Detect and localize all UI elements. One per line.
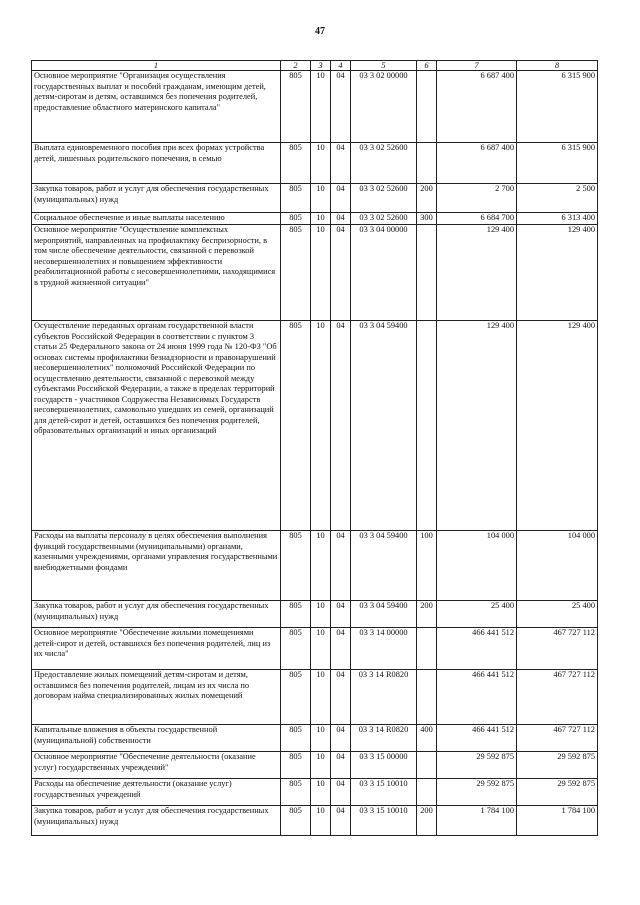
cell-subsection: 04 xyxy=(331,779,351,806)
row-name: Осуществление переданных органам государственной власти субъектов Российской Федерации в соответствии с пунктом 3 статьи 25 Федерального закона от 24 июня 1999 года № 120-ФЗ "Об основах системы профилактики безнадзорности и правонарушений несовершеннолетних" полномочий Российской Федерации по осуществлению деятельности, связанной с перевозкой между субъектами Российской Федерации, а также в пределах территорий государств - участников Содружества Независимых Государств несовершеннолетних, самовольно ушедших из семей, организаций для детей-сирот и детей, оставшихся без попечения родителей, образовательных организаций и иных организаций xyxy=(32,321,281,531)
table-row xyxy=(32,806,598,836)
cell-target-article: 03 3 02 00000 xyxy=(351,71,417,143)
cell-expense-type xyxy=(417,321,437,531)
cell-target-article: 03 3 04 59400 xyxy=(351,531,417,601)
cell-target-article: 03 3 14 R0820 xyxy=(351,725,417,752)
cell-ministry-code: 805 xyxy=(281,601,311,628)
row-name: Предоставление жилых помещений детям-сиротам и детям, оставшимся без попечения родителей, лицам из их числа по договорам найма специализированных жилых помещений xyxy=(32,670,281,725)
cell-target-article: 03 3 04 00000 xyxy=(351,225,417,321)
row-name: Расходы на выплаты персоналу в целях обеспечения выполнения функций государственными (муниципальными) органами, казенными учреждениями, органами управления государственными внебюджетными фондами xyxy=(32,531,281,601)
cell-expense-type: 200 xyxy=(417,806,437,836)
cell-amount-year-1: 1 784 100 xyxy=(437,806,517,836)
table-row xyxy=(32,143,598,184)
cell-amount-year-1: 129 400 xyxy=(437,321,517,531)
row-name: Основное мероприятие "Организация осуществления государственных выплат и пособий гражданам, имеющим детей, детям-сиротам и детям, оставшимся без попечения родителей, предоставление областного материнского капитала" xyxy=(32,71,281,143)
cell-subsection: 04 xyxy=(331,71,351,143)
cell-section: 10 xyxy=(311,806,331,836)
cell-subsection: 04 xyxy=(331,628,351,670)
cell-section: 10 xyxy=(311,725,331,752)
row-name: Закупка товаров, работ и услуг для обеспечения государственных (муниципальных) нужд xyxy=(32,601,281,628)
cell-subsection: 04 xyxy=(331,143,351,184)
cell-section: 10 xyxy=(311,628,331,670)
cell-subsection: 04 xyxy=(331,184,351,213)
cell-subsection: 04 xyxy=(331,752,351,779)
cell-amount-year-2: 29 592 875 xyxy=(517,752,598,779)
cell-expense-type: 300 xyxy=(417,213,437,225)
table-row xyxy=(32,321,598,531)
cell-section: 10 xyxy=(311,184,331,213)
cell-subsection: 04 xyxy=(331,806,351,836)
cell-ministry-code: 805 xyxy=(281,725,311,752)
cell-amount-year-2: 129 400 xyxy=(517,321,598,531)
row-name: Закупка товаров, работ и услуг для обеспечения государственных (муниципальных) нужд xyxy=(32,184,281,213)
header-col-2: 2 xyxy=(281,61,311,71)
table-row xyxy=(32,225,598,321)
cell-amount-year-2: 467 727 112 xyxy=(517,725,598,752)
cell-ministry-code: 805 xyxy=(281,531,311,601)
cell-amount-year-2: 6 315 900 xyxy=(517,143,598,184)
cell-ministry-code: 805 xyxy=(281,184,311,213)
cell-amount-year-2: 1 784 100 xyxy=(517,806,598,836)
cell-amount-year-1: 466 441 512 xyxy=(437,670,517,725)
cell-section: 10 xyxy=(311,71,331,143)
table-row xyxy=(32,213,598,225)
table-row xyxy=(32,779,598,806)
cell-amount-year-1: 25 400 xyxy=(437,601,517,628)
cell-target-article: 03 3 15 00000 xyxy=(351,752,417,779)
header-col-7: 7 xyxy=(437,61,517,71)
row-name: Основное мероприятие "Обеспечение деятельности (оказание услуг) государственных учреждений" xyxy=(32,752,281,779)
cell-expense-type: 200 xyxy=(417,184,437,213)
cell-subsection: 04 xyxy=(331,531,351,601)
cell-target-article: 03 3 14 R0820 xyxy=(351,670,417,725)
cell-amount-year-2: 467 727 112 xyxy=(517,670,598,725)
cell-expense-type xyxy=(417,143,437,184)
header-col-3: 3 xyxy=(311,61,331,71)
cell-target-article: 03 3 04 59400 xyxy=(351,321,417,531)
cell-section: 10 xyxy=(311,143,331,184)
cell-target-article: 03 3 15 10010 xyxy=(351,806,417,836)
table-row xyxy=(32,601,598,628)
cell-section: 10 xyxy=(311,225,331,321)
cell-amount-year-1: 6 684 700 xyxy=(437,213,517,225)
budget-table xyxy=(31,60,598,836)
cell-target-article: 03 3 04 59400 xyxy=(351,601,417,628)
table-row xyxy=(32,725,598,752)
page-number: 47 xyxy=(315,26,325,37)
cell-expense-type: 400 xyxy=(417,725,437,752)
cell-target-article: 03 3 15 10010 xyxy=(351,779,417,806)
cell-ministry-code: 805 xyxy=(281,752,311,779)
row-name: Основное мероприятие "Обеспечение жилыми помещениями детей-сирот и детей, оставшихся без попечения родителей, лиц из их числа" xyxy=(32,628,281,670)
cell-ministry-code: 805 xyxy=(281,628,311,670)
cell-expense-type: 200 xyxy=(417,601,437,628)
cell-expense-type xyxy=(417,670,437,725)
header-row xyxy=(32,61,598,71)
header-col-6: 6 xyxy=(417,61,437,71)
cell-subsection: 04 xyxy=(331,670,351,725)
cell-subsection: 04 xyxy=(331,213,351,225)
cell-amount-year-1: 2 700 xyxy=(437,184,517,213)
cell-amount-year-2: 467 727 112 xyxy=(517,628,598,670)
cell-ministry-code: 805 xyxy=(281,779,311,806)
cell-amount-year-2: 6 313 400 xyxy=(517,213,598,225)
cell-section: 10 xyxy=(311,601,331,628)
cell-amount-year-2: 25 400 xyxy=(517,601,598,628)
cell-amount-year-1: 29 592 875 xyxy=(437,779,517,806)
table-row xyxy=(32,752,598,779)
cell-expense-type xyxy=(417,71,437,143)
cell-ministry-code: 805 xyxy=(281,143,311,184)
cell-section: 10 xyxy=(311,779,331,806)
cell-section: 10 xyxy=(311,213,331,225)
cell-ministry-code: 805 xyxy=(281,71,311,143)
cell-ministry-code: 805 xyxy=(281,670,311,725)
cell-subsection: 04 xyxy=(331,321,351,531)
cell-section: 10 xyxy=(311,531,331,601)
table-row xyxy=(32,184,598,213)
cell-amount-year-2: 2 500 xyxy=(517,184,598,213)
cell-section: 10 xyxy=(311,321,331,531)
header-col-5: 5 xyxy=(351,61,417,71)
table-row xyxy=(32,670,598,725)
cell-amount-year-2: 104 000 xyxy=(517,531,598,601)
cell-ministry-code: 805 xyxy=(281,321,311,531)
cell-ministry-code: 805 xyxy=(281,225,311,321)
header-col-4: 4 xyxy=(331,61,351,71)
cell-target-article: 03 3 14 00000 xyxy=(351,628,417,670)
cell-expense-type xyxy=(417,779,437,806)
cell-target-article: 03 3 02 52600 xyxy=(351,143,417,184)
cell-amount-year-1: 29 592 875 xyxy=(437,752,517,779)
cell-amount-year-1: 466 441 512 xyxy=(437,628,517,670)
cell-amount-year-1: 129 400 xyxy=(437,225,517,321)
cell-expense-type: 100 xyxy=(417,531,437,601)
cell-target-article: 03 3 02 52600 xyxy=(351,184,417,213)
cell-ministry-code: 805 xyxy=(281,213,311,225)
row-name: Основное мероприятие "Осуществление комплексных мероприятий, направленных на профилактику беспризорности, в том числе обеспечение деятельности, связанной с перевозкой несовершеннолетних и повышением эффективности реабилитационной работы с несовершеннолетними, находящимися в трудной жизненной ситуации" xyxy=(32,225,281,321)
cell-subsection: 04 xyxy=(331,725,351,752)
row-name: Расходы на обеспечение деятельности (оказание услуг) государственных учреждений xyxy=(32,779,281,806)
cell-amount-year-1: 6 687 400 xyxy=(437,71,517,143)
cell-expense-type xyxy=(417,628,437,670)
cell-amount-year-1: 104 000 xyxy=(437,531,517,601)
cell-section: 10 xyxy=(311,752,331,779)
row-name: Выплата единовременного пособия при всех формах устройства детей, лишенных родительского попечения, в семью xyxy=(32,143,281,184)
table-row xyxy=(32,71,598,143)
cell-amount-year-1: 466 441 512 xyxy=(437,725,517,752)
cell-subsection: 04 xyxy=(331,601,351,628)
cell-amount-year-2: 129 400 xyxy=(517,225,598,321)
cell-amount-year-1: 6 687 400 xyxy=(437,143,517,184)
cell-section: 10 xyxy=(311,670,331,725)
row-name: Капитальные вложения в объекты государственной (муниципальной) собственности xyxy=(32,725,281,752)
table-row xyxy=(32,531,598,601)
cell-target-article: 03 3 02 52600 xyxy=(351,213,417,225)
cell-amount-year-2: 29 592 875 xyxy=(517,779,598,806)
cell-expense-type xyxy=(417,752,437,779)
row-name: Социальное обеспечение и иные выплаты населению xyxy=(32,213,281,225)
row-name: Закупка товаров, работ и услуг для обеспечения государственных (муниципальных) нужд xyxy=(32,806,281,836)
cell-ministry-code: 805 xyxy=(281,806,311,836)
cell-amount-year-2: 6 315 900 xyxy=(517,71,598,143)
header-col-8: 8 xyxy=(517,61,598,71)
cell-subsection: 04 xyxy=(331,225,351,321)
cell-expense-type xyxy=(417,225,437,321)
header-col-1: 1 xyxy=(32,61,281,71)
table-row xyxy=(32,628,598,670)
